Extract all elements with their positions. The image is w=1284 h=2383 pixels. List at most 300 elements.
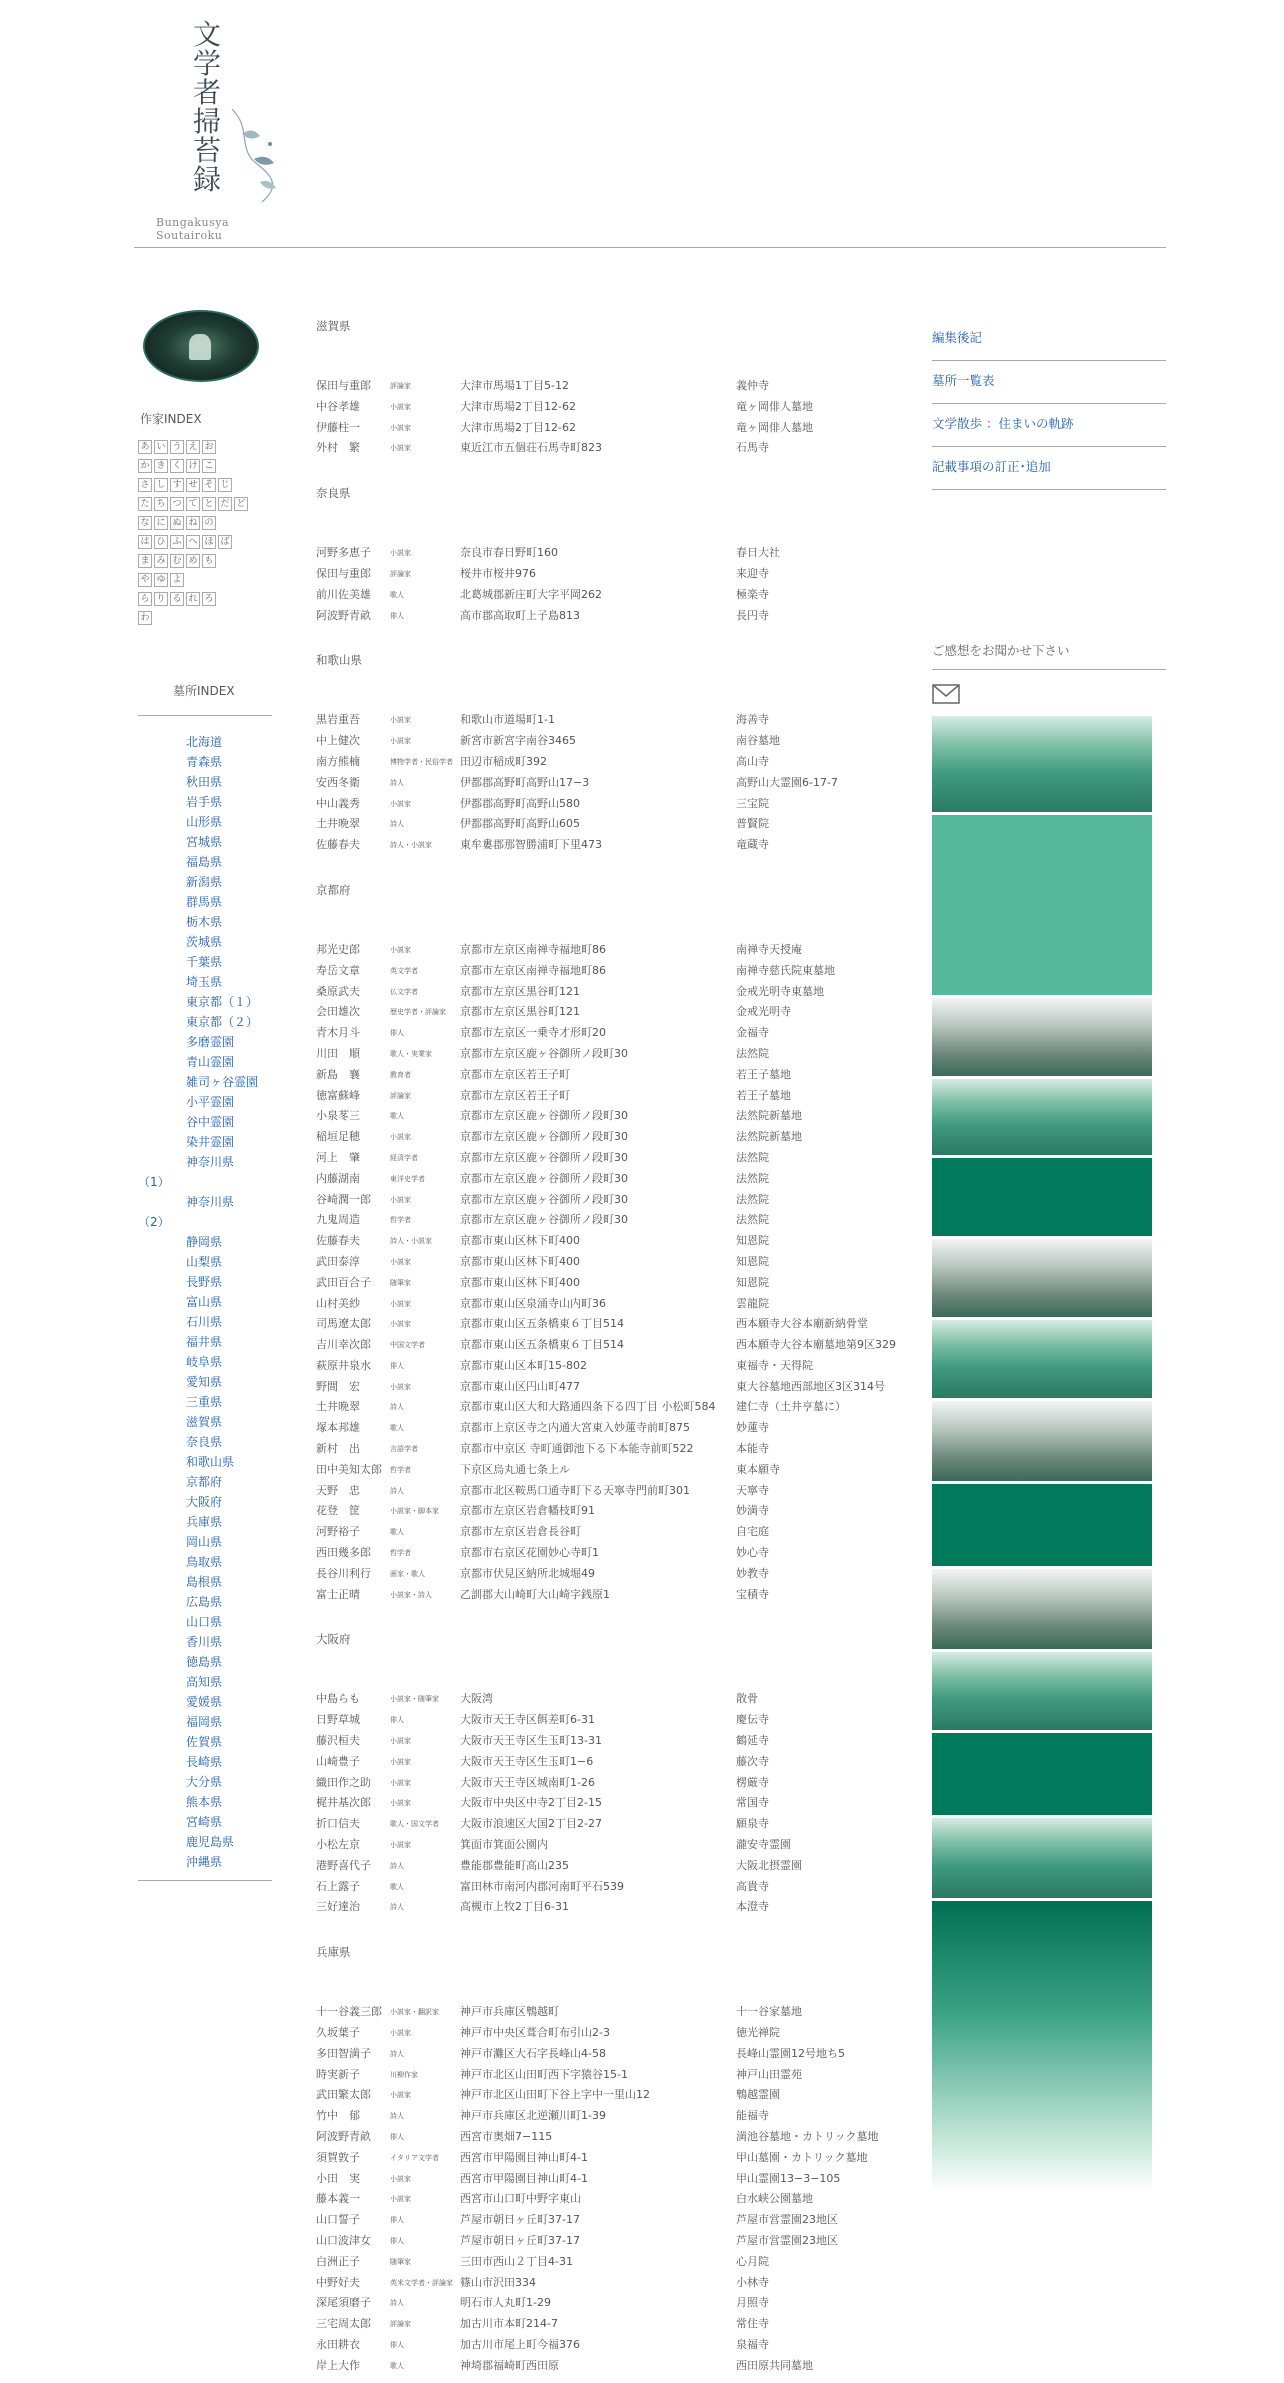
prefecture-link[interactable]: 佐賀県: [186, 1735, 223, 1749]
prefecture-link[interactable]: 埼玉県: [186, 975, 223, 989]
site-logo[interactable]: [144, 14, 294, 242]
occupation: 詩人: [390, 778, 404, 787]
prefecture-link[interactable]: 和歌山県: [186, 1455, 235, 1469]
author-name[interactable]: 港野喜代子: [316, 1858, 371, 1872]
occupation: 歌人・国文学者: [390, 1820, 439, 1829]
kana-link[interactable]: お: [202, 440, 216, 454]
kana-link[interactable]: そ: [202, 478, 216, 492]
table-row: [316, 961, 916, 982]
author-name[interactable]: 佐藤春夫: [316, 838, 360, 852]
author-name[interactable]: 阿波野青畝: [316, 608, 371, 622]
occupation: 詩人・小説家: [390, 841, 432, 850]
table-row: [316, 438, 916, 459]
author-name[interactable]: 司馬遼太郎: [316, 1317, 371, 1331]
kana-link[interactable]: ゆ: [154, 573, 168, 587]
kana-link[interactable]: へ: [186, 535, 200, 549]
prefecture-link[interactable]: 滋賀県: [186, 1415, 223, 1429]
address: 京都市北区鞍馬口通寺町下る天寧寺門前町301: [460, 1483, 690, 1497]
occupation: 歌人: [390, 1882, 404, 1891]
author-name[interactable]: 中谷孝雄: [316, 399, 360, 413]
address: 西宮市甲陽園目神山町4-1: [460, 2171, 588, 2185]
kana-link[interactable]: ね: [186, 516, 200, 530]
kana-link[interactable]: ろ: [202, 592, 216, 606]
site-header: [134, 0, 1166, 248]
table-row: [316, 2335, 916, 2356]
author-name[interactable]: 外村 繁: [316, 441, 360, 455]
author-name[interactable]: 佐藤春夫: [316, 1234, 360, 1248]
prefecture-link[interactable]: 青森県: [186, 755, 223, 769]
kana-link[interactable]: の: [202, 516, 216, 530]
author-name[interactable]: 青木月斗: [316, 1026, 360, 1040]
occupation: 俳人: [390, 1716, 404, 1725]
kana-link[interactable]: ば: [218, 535, 232, 549]
address: 京都市東山区大和大路通四条下る四丁目 小松町584: [460, 1400, 716, 1414]
kana-link[interactable]: え: [186, 440, 200, 454]
occupation: 評論家: [390, 1091, 411, 1100]
author-name[interactable]: 多田智満子: [316, 2046, 371, 2060]
author-name[interactable]: 黒岩重吾: [316, 713, 360, 727]
kana-link[interactable]: あ: [138, 440, 152, 454]
region-title: 滋賀県: [316, 319, 351, 333]
burial-place: 高貴寺: [736, 1879, 769, 1893]
author-name[interactable]: 寿岳文章: [316, 963, 360, 977]
author-name[interactable]: 藤沢桓夫: [316, 1734, 360, 1748]
address: 芦屋市朝日ヶ丘町37-17: [460, 2233, 580, 2247]
burial-place: 西本願寺大谷本廟新納骨堂: [736, 1317, 868, 1331]
occupation: 小説家: [390, 1757, 411, 1766]
prefecture-link[interactable]: 兵庫県: [186, 1515, 223, 1529]
prefecture-link[interactable]: 福井県: [186, 1335, 223, 1349]
prefecture-link[interactable]: 愛媛県: [186, 1695, 223, 1709]
address: 篠山市沢田334: [460, 2275, 536, 2289]
author-name[interactable]: 長谷川利行: [316, 1566, 371, 1580]
table-row: [316, 418, 916, 439]
divider: [138, 1880, 272, 1881]
table-row: [316, 1501, 916, 1522]
author-name[interactable]: 花登 筐: [316, 1504, 360, 1518]
author-name[interactable]: 岸上大作: [316, 2358, 360, 2372]
kana-link[interactable]: わ: [138, 611, 152, 625]
author-name[interactable]: 小泉苳三: [316, 1109, 360, 1123]
author-name[interactable]: 折口信夫: [316, 1817, 360, 1831]
kana-link[interactable]: い: [154, 440, 168, 454]
occupation: 詩人: [390, 1903, 404, 1912]
burial-place: 藤次寺: [736, 1754, 769, 1768]
prefecture-link[interactable]: 長野県: [186, 1275, 223, 1289]
author-name[interactable]: 時実新子: [316, 2067, 360, 2081]
prefecture-link[interactable]: 青山霊園: [186, 1055, 235, 1069]
author-name[interactable]: 徳富蘇峰: [316, 1088, 360, 1102]
region-title: 和歌山県: [316, 653, 362, 668]
author-name[interactable]: 三好達治: [316, 1900, 360, 1914]
grave-photo: [932, 1901, 1152, 2193]
occupation: 評論家: [390, 569, 411, 578]
author-name[interactable]: 梶井基次郎: [316, 1796, 371, 1810]
prefecture-link[interactable]: 谷中霊園: [186, 1115, 235, 1129]
table-row: [316, 1418, 916, 1439]
kana-link[interactable]: や: [138, 573, 152, 587]
author-name[interactable]: 保田与重郎: [316, 566, 371, 580]
address: 芦屋市朝日ヶ丘町37-17: [460, 2213, 580, 2227]
kana-link[interactable]: ひ: [154, 535, 168, 549]
author-name[interactable]: 稲垣足穂: [316, 1130, 360, 1144]
logo-title: [192, 20, 222, 194]
kana-link[interactable]: る: [170, 592, 184, 606]
prefecture-link[interactable]: 神奈川県: [186, 1155, 235, 1169]
author-name[interactable]: 深尾須磨子: [316, 2296, 371, 2310]
author-name[interactable]: 中島らも: [316, 1692, 360, 1706]
prefecture-link[interactable]: 福岡県: [186, 1715, 223, 1729]
burial-place: 高野山大霊園6-17-7: [736, 775, 838, 789]
prefecture-link[interactable]: 千葉県: [186, 955, 223, 969]
author-name[interactable]: 中山義秀: [316, 796, 360, 810]
occupation: 歌人: [390, 1528, 404, 1537]
kana-link[interactable]: ふ: [170, 535, 184, 549]
kana-link[interactable]: け: [186, 459, 200, 473]
prefecture-link[interactable]: 山形県: [186, 815, 223, 829]
table-row: [316, 773, 916, 794]
burial-place: 南谷墓地: [736, 734, 780, 748]
table-row: [316, 2314, 916, 2335]
table-row: [316, 1002, 916, 1023]
prefecture-list: [138, 732, 274, 1872]
table-row: [316, 564, 916, 585]
author-name[interactable]: 久坂葉子: [316, 2026, 360, 2040]
prefecture-link[interactable]: 茨城県: [186, 935, 223, 949]
table-row: [316, 710, 916, 731]
occupation: 小説家: [390, 2029, 411, 2038]
author-name[interactable]: 保田与重郎: [316, 379, 371, 392]
address: 京都市東山区林下町400: [460, 1275, 580, 1289]
region-section: [316, 1631, 916, 1944]
prefecture-link[interactable]: 富山県: [186, 1295, 223, 1309]
nav-link[interactable]: 墓所一覧表: [932, 361, 1166, 404]
author-name[interactable]: 邦光史郎: [316, 942, 360, 956]
author-name[interactable]: 安西冬衛: [316, 775, 360, 789]
prefecture-link[interactable]: 奈良県: [186, 1435, 223, 1449]
author-name[interactable]: 吉川幸次郎: [316, 1338, 371, 1352]
kana-link[interactable]: ち: [154, 497, 168, 511]
table-row: [316, 1335, 916, 1356]
address: 神埼郡福崎町西田原: [460, 2358, 559, 2372]
occupation: 言語学者: [390, 1445, 418, 1454]
burial-place: 鵯越霊園: [736, 2088, 780, 2102]
kana-link[interactable]: は: [138, 535, 152, 549]
prefecture-link[interactable]: 鳥取県: [186, 1555, 223, 1569]
burial-place: 法然院: [736, 1046, 769, 1060]
author-name[interactable]: 中上健次: [316, 734, 360, 748]
prefecture-link[interactable]: 山口県: [186, 1615, 223, 1629]
author-name[interactable]: 西田幾多郎: [316, 1546, 371, 1560]
kana-link[interactable]: す: [170, 478, 184, 492]
author-name[interactable]: 白洲正子: [316, 2254, 360, 2268]
prefecture-link[interactable]: 徳島県: [186, 1655, 223, 1669]
occupation: 小説家: [390, 2195, 411, 2204]
prefecture-link[interactable]: 大分県: [186, 1775, 223, 1789]
prefecture-link[interactable]: 宮崎県: [186, 1815, 223, 1829]
author-name[interactable]: 田中美知太郎: [316, 1462, 382, 1476]
burial-place: 雲龍院: [736, 1296, 769, 1310]
prefecture-link[interactable]: 三重県: [186, 1395, 223, 1409]
author-name[interactable]: 武田百合子: [316, 1275, 371, 1289]
author-name[interactable]: 新島 襄: [316, 1067, 360, 1081]
burial-place: 徳光禅院: [736, 2026, 780, 2040]
author-name[interactable]: 南方熊楠: [316, 754, 360, 768]
kana-link[interactable]: ど: [234, 497, 248, 511]
kana-link[interactable]: な: [138, 516, 152, 530]
envelope-icon[interactable]: [932, 684, 960, 704]
author-name[interactable]: 山村美紗: [316, 1296, 360, 1310]
kana-link[interactable]: し: [154, 478, 168, 492]
author-name[interactable]: 野間 宏: [316, 1379, 360, 1393]
kana-link[interactable]: ほ: [202, 535, 216, 549]
prefecture-link[interactable]: 神奈川県: [186, 1195, 235, 1209]
logo-char: 者: [192, 76, 221, 109]
author-name[interactable]: 会田雄次: [316, 1005, 360, 1019]
occupation: 小説家: [390, 2091, 411, 2100]
author-name[interactable]: 十一谷義三郎: [316, 2005, 382, 2019]
prefecture-link[interactable]: 沖縄県: [186, 1855, 223, 1869]
prefecture-link[interactable]: 静岡県: [186, 1235, 223, 1249]
kana-link[interactable]: に: [154, 516, 168, 530]
author-name[interactable]: 萩原井泉水: [316, 1358, 371, 1372]
prefecture-link[interactable]: 京都府: [186, 1475, 223, 1489]
burial-place: 芦屋市営霊園23地区: [736, 2233, 838, 2247]
prefecture-link[interactable]: 広島県: [186, 1595, 223, 1609]
kana-link[interactable]: じ: [218, 478, 232, 492]
author-name[interactable]: 山口誓子: [316, 2213, 360, 2227]
prefecture-link[interactable]: 大阪府: [186, 1495, 223, 1509]
author-name[interactable]: 河野裕子: [316, 1525, 360, 1539]
author-name[interactable]: 小松左京: [316, 1838, 360, 1852]
burial-place: 竜蔵寺: [736, 838, 769, 852]
author-name[interactable]: 山口波津女: [316, 2233, 371, 2247]
author-name[interactable]: 小田 実: [316, 2171, 360, 2185]
author-name[interactable]: 新村 出: [316, 1442, 360, 1456]
prefecture-link[interactable]: 東京都（２）: [186, 1015, 259, 1029]
address: 京都市左京区岩倉長谷町: [460, 1525, 581, 1539]
prefecture-link[interactable]: 新潟県: [186, 875, 223, 889]
burial-place: 甲山墓園・カトリック墓地: [736, 2150, 868, 2164]
prefecture-link[interactable]: 雑司ヶ谷霊園: [186, 1075, 259, 1089]
table-row: [316, 585, 916, 606]
kana-link[interactable]: く: [170, 459, 184, 473]
burial-place: 長円寺: [736, 608, 769, 622]
table-row: [316, 2065, 916, 2086]
kana-link[interactable]: み: [154, 554, 168, 568]
occupation: 仏文学者: [390, 987, 418, 996]
burial-place: 妙教寺: [736, 1566, 769, 1580]
occupation: 小説家: [390, 423, 411, 432]
kana-index: [138, 440, 274, 630]
author-name[interactable]: 天野 忠: [316, 1483, 360, 1497]
burial-place: 妙心寺: [736, 1546, 769, 1560]
kana-link[interactable]: う: [170, 440, 184, 454]
author-name[interactable]: 前川佐美雄: [316, 587, 371, 601]
kana-link[interactable]: た: [138, 497, 152, 511]
table-row: [316, 1210, 916, 1231]
author-name[interactable]: 土井晩翠: [316, 817, 360, 831]
author-name[interactable]: 川田 順: [316, 1046, 360, 1060]
author-name[interactable]: 中野好夫: [316, 2275, 360, 2289]
table-row: [316, 1793, 916, 1814]
author-name[interactable]: 永田耕衣: [316, 2337, 360, 2351]
author-name[interactable]: 日野草城: [316, 1713, 360, 1727]
author-name[interactable]: 織田作之助: [316, 1775, 371, 1789]
occupation: 小説家・随筆家: [390, 1695, 439, 1704]
prefecture-link[interactable]: 多磨霊園: [186, 1035, 235, 1049]
photo-column: [932, 716, 1152, 2196]
author-name[interactable]: 竹中 郁: [316, 2109, 360, 2123]
kana-link[interactable]: さ: [138, 478, 152, 492]
author-name[interactable]: 土井晩翠: [316, 1400, 360, 1414]
kana-link[interactable]: ま: [138, 554, 152, 568]
prefecture-link[interactable]: 愛知県: [186, 1375, 223, 1389]
author-name[interactable]: 伊藤柱一: [316, 420, 360, 434]
table-row: [316, 982, 916, 1003]
author-name[interactable]: 三宅周太郎: [316, 2317, 371, 2331]
address: 京都市上京区寺之内通大宮東入妙蓮寺前町875: [460, 1421, 690, 1435]
prefecture-link[interactable]: 岐阜県: [186, 1355, 223, 1369]
table-row: [316, 1397, 916, 1418]
kana-link[interactable]: む: [170, 554, 184, 568]
author-name[interactable]: 山崎豊子: [316, 1754, 360, 1768]
prefecture-link[interactable]: 長崎県: [186, 1755, 223, 1769]
kana-link[interactable]: か: [138, 459, 152, 473]
table-row: [316, 1731, 916, 1752]
burial-place: 泉福寺: [736, 2337, 769, 2351]
prefecture-link[interactable]: 栃木県: [186, 915, 223, 929]
prefecture-link[interactable]: 福島県: [186, 855, 223, 869]
burial-place: 建仁寺（土井亨墓に）: [736, 1400, 846, 1414]
author-name[interactable]: 谷崎潤一郎: [316, 1192, 371, 1206]
kana-link[interactable]: と: [202, 497, 216, 511]
table-row: [316, 1148, 916, 1169]
address: 伊都郡高野町高野山17−3: [460, 775, 590, 789]
kana-link[interactable]: り: [154, 592, 168, 606]
prefecture-link[interactable]: （2）: [138, 1215, 170, 1229]
kana-link[interactable]: め: [186, 554, 200, 568]
author-name[interactable]: 内藤湖南: [316, 1171, 360, 1185]
address: 田辺市稲成町392: [460, 754, 547, 768]
prefecture-link[interactable]: 鹿児島県: [186, 1835, 235, 1849]
address: 京都市左京区若王子町: [460, 1067, 570, 1081]
kana-link[interactable]: よ: [170, 573, 184, 587]
kana-link[interactable]: て: [186, 497, 200, 511]
author-name[interactable]: 武田泰淳: [316, 1254, 360, 1268]
occupation: 哲学者: [390, 1549, 411, 1558]
occupation: 小説家: [390, 1195, 411, 1204]
kana-link[interactable]: こ: [202, 459, 216, 473]
address: 京都市東山区泉涌寺山内町36: [460, 1296, 606, 1310]
burial-place: 慶伝寺: [736, 1713, 769, 1727]
prefecture-link[interactable]: 群馬県: [186, 895, 223, 909]
author-name[interactable]: 石上露子: [316, 1879, 360, 1893]
prefecture-link[interactable]: 宮城県: [186, 835, 223, 849]
burial-place: 来迎寺: [736, 566, 769, 580]
prefecture-link[interactable]: （1）: [138, 1175, 170, 1189]
table-row: [316, 2023, 916, 2044]
kana-link[interactable]: き: [154, 459, 168, 473]
prefecture-link[interactable]: 岩手県: [186, 795, 223, 809]
prefecture-link[interactable]: 香川県: [186, 1635, 223, 1649]
nav-link[interactable]: 記載事項の訂正･追加: [932, 447, 1166, 490]
table-row: [316, 1877, 916, 1898]
occupation: 俳人: [390, 2340, 404, 2349]
author-name[interactable]: 桑原武夫: [316, 984, 360, 998]
nav-link[interactable]: 文学散歩 ：住まいの軌跡: [932, 404, 1166, 447]
author-name[interactable]: 藤本義一: [316, 2192, 360, 2206]
prefecture-link[interactable]: 小平霊園: [186, 1095, 235, 1109]
table-row: [316, 1522, 916, 1543]
prefecture-link[interactable]: 高知県: [186, 1675, 223, 1689]
burial-place: 知恩院: [736, 1234, 769, 1248]
kana-link[interactable]: ぬ: [170, 516, 184, 530]
occupation: 小説家: [390, 2174, 411, 2183]
table-row: [316, 1169, 916, 1190]
address: 神戸市中央区葺合町布引山2-3: [460, 2026, 610, 2040]
prefecture-link[interactable]: 東京都（１）: [186, 995, 259, 1009]
kana-link[interactable]: れ: [186, 592, 200, 606]
author-name[interactable]: 九鬼周造: [316, 1213, 360, 1227]
occupation: 俳人: [390, 2236, 404, 2245]
burial-place: 散骨: [736, 1692, 758, 1706]
prefecture-link[interactable]: 山梨県: [186, 1255, 223, 1269]
address: 神戸市兵庫区北逆瀬川町1-39: [460, 2109, 606, 2123]
occupation: 小説家: [390, 1133, 411, 1142]
kana-link[interactable]: も: [202, 554, 216, 568]
divider: [138, 715, 272, 716]
burial-place: 大阪北摂霊園: [736, 1858, 802, 1872]
author-name[interactable]: 武田繁太郎: [316, 2088, 371, 2102]
author-name[interactable]: 阿波野青畝: [316, 2130, 371, 2143]
prefecture-link[interactable]: 熊本県: [186, 1795, 223, 1809]
prefecture-link[interactable]: 秋田県: [186, 775, 223, 789]
occupation: 歌人・実業家: [390, 1049, 432, 1058]
address: 京都市左京区鹿ヶ谷御所ノ段町30: [460, 1171, 628, 1185]
kana-link[interactable]: ら: [138, 592, 152, 606]
table-row: [316, 1897, 916, 1918]
region-section: [316, 485, 916, 652]
right-sidebar: [932, 318, 1166, 658]
kana-link[interactable]: つ: [170, 497, 184, 511]
prefecture-link[interactable]: 北海道: [186, 735, 223, 749]
kana-link[interactable]: だ: [218, 497, 232, 511]
author-name[interactable]: 富士正晴: [316, 1587, 360, 1601]
burial-place: 東大谷墓地西部地区3区314号: [736, 1379, 885, 1393]
author-name[interactable]: 須賀敦子: [316, 2150, 360, 2164]
address: 大阪市天王寺区餌差町6-31: [460, 1713, 595, 1727]
prefecture-link[interactable]: 岡山県: [186, 1535, 223, 1549]
burial-place: 妙蓮寺: [736, 1421, 769, 1435]
table-row: [316, 794, 916, 815]
nav-link[interactable]: 編集後記: [932, 318, 1166, 361]
address: 京都市東山区円山町477: [460, 1379, 580, 1393]
prefecture-link[interactable]: 石川県: [186, 1315, 223, 1329]
address: 京都市左京区鹿ヶ谷御所ノ段町30: [460, 1046, 628, 1060]
burial-place: 自宅庭: [736, 1525, 769, 1539]
author-name[interactable]: 河上 肇: [316, 1150, 360, 1164]
author-name[interactable]: 河野多恵子: [316, 546, 371, 560]
table-row: [316, 1460, 916, 1481]
kana-link[interactable]: せ: [186, 478, 200, 492]
prefecture-link[interactable]: 島根県: [186, 1575, 223, 1589]
author-name[interactable]: 塚本邦雄: [316, 1421, 360, 1435]
address: 高槻市上牧2丁目6-31: [460, 1900, 569, 1914]
region-section: [316, 652, 916, 882]
address: 京都市左京区鹿ヶ谷御所ノ段町30: [460, 1150, 628, 1164]
prefecture-link[interactable]: 染井霊園: [186, 1135, 235, 1149]
